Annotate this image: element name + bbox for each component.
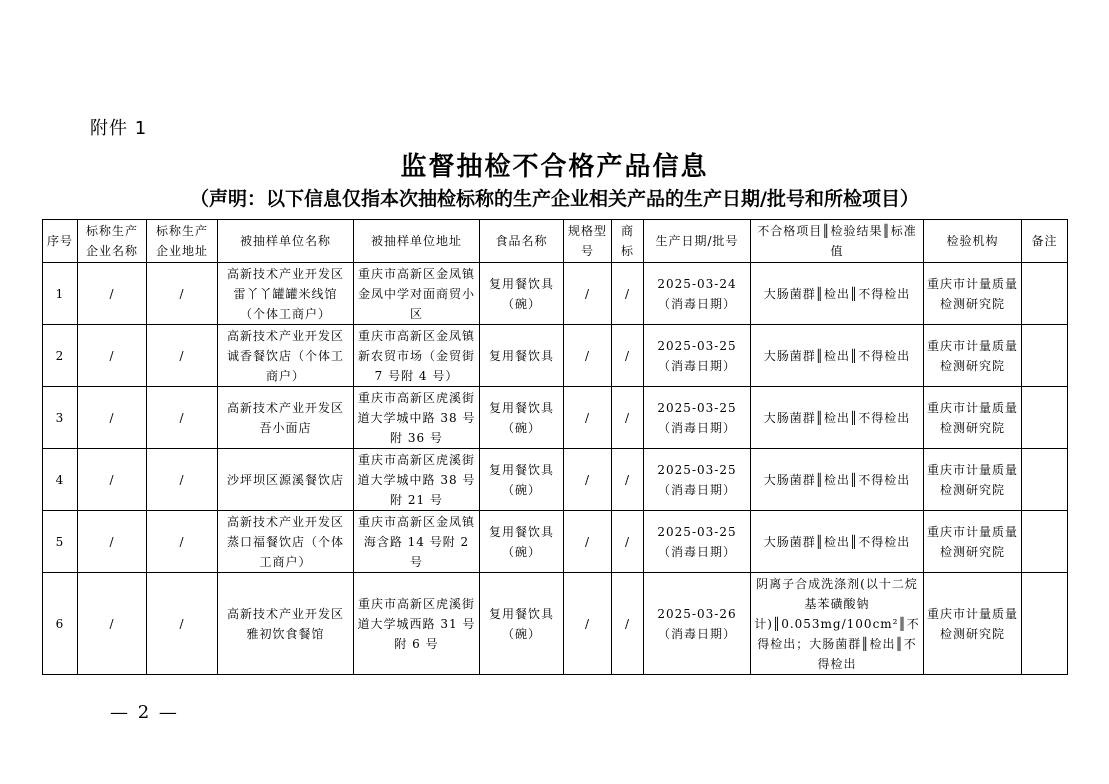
cell-mfr-addr: / <box>147 325 218 387</box>
cell-food: 复用餐饮具（碗） <box>480 511 564 573</box>
cell-brand: / <box>612 263 644 325</box>
table-header-row <box>43 220 1068 263</box>
cell-mfr-addr: / <box>147 449 218 511</box>
cell-date: 2025-03-26（消毒日期） <box>644 573 751 675</box>
cell-unit-name: 高新技术产业开发区吾小面店 <box>218 387 354 449</box>
header-cell: 商标 <box>612 220 644 263</box>
table-row <box>43 511 1068 573</box>
cell-unit-name: 高新技术产业开发区雅初饮食餐馆 <box>218 573 354 675</box>
cell-food: 复用餐饮具（碗） <box>480 387 564 449</box>
table-row <box>43 263 1068 325</box>
cell-food: 复用餐饮具 <box>480 325 564 387</box>
cell-brand: / <box>612 449 644 511</box>
cell-no: 6 <box>43 573 78 675</box>
cell-note <box>1022 387 1068 449</box>
cell-unit-addr: 重庆市高新区金凤镇新农贸市场（金贸街 7 号附 4 号） <box>354 325 480 387</box>
cell-note <box>1022 573 1068 675</box>
header-cell: 序号 <box>43 220 78 263</box>
cell-food: 复用餐饮具（碗） <box>480 449 564 511</box>
cell-unit-addr: 重庆市高新区金凤镇海含路 14 号附 2 号 <box>354 511 480 573</box>
cell-item: 大肠菌群║检出║不得检出 <box>751 325 924 387</box>
cell-spec: / <box>564 449 612 511</box>
cell-date: 2025-03-25（消毒日期） <box>644 325 751 387</box>
table-row <box>43 325 1068 387</box>
cell-date: 2025-03-25（消毒日期） <box>644 449 751 511</box>
header-cell: 规格型号 <box>564 220 612 263</box>
cell-unit-addr: 重庆市高新区虎溪街道大学城西路 31 号附 6 号 <box>354 573 480 675</box>
cell-mfr-name: / <box>78 449 147 511</box>
cell-mfr-addr: / <box>147 573 218 675</box>
document-title: 监督抽检不合格产品信息 <box>400 152 709 182</box>
cell-no: 4 <box>43 449 78 511</box>
cell-date: 2025-03-25（消毒日期） <box>644 387 751 449</box>
cell-unit-addr: 重庆市高新区金凤镇金凤中学对面商贸小区 <box>354 263 480 325</box>
cell-brand: / <box>612 573 644 675</box>
cell-no: 5 <box>43 511 78 573</box>
cell-lab: 重庆市计量质量检测研究院 <box>924 325 1022 387</box>
cell-brand: / <box>612 511 644 573</box>
cell-spec: / <box>564 387 612 449</box>
cell-lab: 重庆市计量质量检测研究院 <box>924 449 1022 511</box>
cell-food: 复用餐饮具（碗） <box>480 263 564 325</box>
cell-item: 大肠菌群║检出║不得检出 <box>751 263 924 325</box>
header-cell: 食品名称 <box>480 220 564 263</box>
table-row <box>43 573 1068 675</box>
cell-spec: / <box>564 511 612 573</box>
cell-unit-name: 高新技术产业开发区雷丫丫罐罐米线馆（个体工商户） <box>218 263 354 325</box>
cell-date: 2025-03-24（消毒日期） <box>644 263 751 325</box>
cell-item: 大肠菌群║检出║不得检出 <box>751 511 924 573</box>
cell-spec: / <box>564 325 612 387</box>
page-number: — 2 — <box>110 702 179 723</box>
header-cell: 备注 <box>1022 220 1068 263</box>
cell-mfr-addr: / <box>147 511 218 573</box>
cell-unit-name: 高新技术产业开发区诚香餐饮店（个体工商户） <box>218 325 354 387</box>
cell-spec: / <box>564 263 612 325</box>
document-subtitle: （声明：以下信息仅指本次抽检标称的生产企业相关产品的生产日期/批号和所检项目） <box>190 188 919 210</box>
cell-note <box>1022 511 1068 573</box>
header-cell: 标称生产企业名称 <box>78 220 147 263</box>
cell-note <box>1022 325 1068 387</box>
cell-date: 2025-03-25（消毒日期） <box>644 511 751 573</box>
cell-unit-addr: 重庆市高新区虎溪街道大学城中路 38 号附 21 号 <box>354 449 480 511</box>
header-cell: 不合格项目║检验结果║标准值 <box>751 220 924 263</box>
cell-no: 3 <box>43 387 78 449</box>
cell-no: 1 <box>43 263 78 325</box>
cell-mfr-name: / <box>78 325 147 387</box>
cell-unit-name: 高新技术产业开发区蒸口福餐饮店（个体工商户） <box>218 511 354 573</box>
header-cell: 标称生产企业地址 <box>147 220 218 263</box>
cell-unit-name: 沙坪坝区源溪餐饮店 <box>218 449 354 511</box>
cell-mfr-name: / <box>78 263 147 325</box>
unqualified-products-table <box>42 219 1068 675</box>
cell-item: 大肠菌群║检出║不得检出 <box>751 387 924 449</box>
cell-lab: 重庆市计量质量检测研究院 <box>924 573 1022 675</box>
cell-mfr-name: / <box>78 387 147 449</box>
cell-lab: 重庆市计量质量检测研究院 <box>924 511 1022 573</box>
table-row <box>43 449 1068 511</box>
cell-unit-addr: 重庆市高新区虎溪街道大学城中路 38 号附 36 号 <box>354 387 480 449</box>
cell-mfr-name: / <box>78 511 147 573</box>
cell-note <box>1022 263 1068 325</box>
cell-item: 大肠菌群║检出║不得检出 <box>751 449 924 511</box>
cell-mfr-name: / <box>78 573 147 675</box>
cell-no: 2 <box>43 325 78 387</box>
cell-item: 阴离子合成洗涤剂(以十二烷基苯磺酸钠计)║0.053mg/100cm²║不得检出；大肠菌群║检出║不得检出 <box>751 573 924 675</box>
cell-brand: / <box>612 387 644 449</box>
cell-food: 复用餐饮具（碗） <box>480 573 564 675</box>
header-cell: 检验机构 <box>924 220 1022 263</box>
attachment-label: 附件 1 <box>90 118 148 139</box>
cell-mfr-addr: / <box>147 387 218 449</box>
cell-lab: 重庆市计量质量检测研究院 <box>924 263 1022 325</box>
header-cell: 生产日期/批号 <box>644 220 751 263</box>
table-row <box>43 387 1068 449</box>
cell-brand: / <box>612 325 644 387</box>
cell-mfr-addr: / <box>147 263 218 325</box>
header-cell: 被抽样单位地址 <box>354 220 480 263</box>
cell-lab: 重庆市计量质量检测研究院 <box>924 387 1022 449</box>
cell-spec: / <box>564 573 612 675</box>
header-cell: 被抽样单位名称 <box>218 220 354 263</box>
cell-note <box>1022 449 1068 511</box>
